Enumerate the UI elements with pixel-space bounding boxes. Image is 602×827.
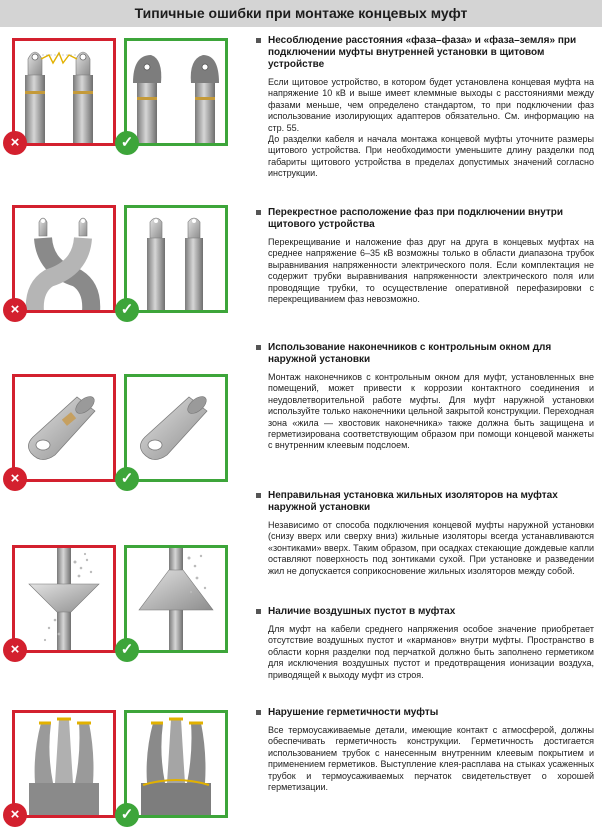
insulator-correct-illustration [127, 548, 225, 650]
correct-example-frame [120, 545, 228, 658]
page-title: Типичные ошибки при монтаже концевых муфт [134, 5, 468, 21]
wrong-example-frame [10, 205, 116, 318]
section-title: Несоблюдение расстояния «фаза–фаза» и «фаза–земля» при подключении муфты внутренней установки в щитовом устройстве [256, 35, 594, 71]
section-text [256, 707, 594, 793]
solid-lug-correct-illustration [127, 377, 225, 479]
wrong-x-icon: × [3, 803, 27, 827]
paragraph: Если щитовое устройство, в котором будет установлена концевая муфта на напряжение 10 кВ и выше имеет клеммные выходы с расстояниями между фазами меньше, чем определено стандартом, то при подключении фаз использование изолирующих адаптеров обязательно. См. информацию на стр. 55. [268, 77, 594, 133]
section-body [256, 520, 594, 577]
section-title: Наличие воздушных пустот в муфтах [256, 606, 594, 618]
insulator-wrong-illustration [15, 548, 113, 650]
section-body [256, 372, 594, 452]
window-lug-wrong-illustration [15, 377, 113, 479]
correct-example-frame [120, 710, 228, 823]
section-title: Нарушение герметичности муфты [256, 707, 594, 719]
paragraph: Для муфт на кабели среднего напряжения особое значение приобретает отсутствие воздушных пустот и «карманов» внутри муфты. Пространство в области корня разделки под перчаткой должно быть заполнено герметиком для исключения воздушных пустот и предотвращения ионизации воздуха, приводящей к выходу муфт из строя. [268, 624, 594, 680]
sealing-wrong-illustration [15, 713, 113, 815]
correct-check-icon: ✓ [115, 467, 139, 491]
paragraph: Монтаж наконечников с контрольным окном для муфт, установленных вне помещений, может привести к коррозии контактного соединения и неудовлетворительной работе муфты. Для муфт наружной установки используйте только наконечники цельной закрытой конструкции. Переходная зона «жила — хвостовик наконечника» также должна быть защищена и герметизирована соответствующим образом при помощи концевой манжеты с внутренним клеевым подслоем. [268, 372, 594, 451]
correct-example-frame [120, 374, 228, 487]
correct-check-icon: ✓ [115, 803, 139, 827]
section-text [256, 606, 594, 681]
wrong-example-frame [10, 374, 116, 487]
section-body [256, 77, 594, 180]
crossed-phases-wrong-illustration [15, 208, 113, 310]
correct-check-icon: ✓ [115, 131, 139, 155]
wrong-example-frame [10, 545, 116, 658]
correct-check-icon: ✓ [115, 298, 139, 322]
section-title: Перекрестное расположение фаз при подключении внутри щитового устройства [256, 207, 594, 231]
paragraph: До разделки кабеля и начала монтажа концевой муфты уточните размеры щитового устройства. При необходимости уменьшите длину разделки под габариты щитового устройства в пределах допустимых значений согласно инструкции. [268, 134, 594, 179]
wrong-x-icon: × [3, 638, 27, 662]
wrong-x-icon: × [3, 467, 27, 491]
wrong-example-frame [10, 710, 116, 823]
correct-example-frame [120, 205, 228, 318]
paragraph: Все термоусаживаемые детали, имеющие контакт с атмосферой, должны обеспечивать герметичность конструкции. Герметичность достигается использованием трубок с нанесенным внутренним клеевым покрытием и применением герметиков. Выступление клея-расплава на стыках усаженных трубок и термоусаживаемых перчаток свидетельствует о хорошей герметизации. [268, 725, 594, 793]
sealing-correct-illustration [127, 713, 225, 815]
section-text [256, 35, 594, 180]
paragraph: Независимо от способа подключения концевой муфты наружной установки (снизу вверх или сверху вниз) жильные изоляторы всегда устанавливаются «зонтиками» вверх. Таким образом, при осадках стекающие дождевые капли оставляют поверхность под зонтиками сухой. При установке и разведении жил не допускается соприкосновение жильных изоляторов между собой. [268, 520, 594, 576]
page-banner [0, 0, 602, 27]
section-title: Неправильная установка жильных изоляторов на муфтах наружной установки [256, 490, 594, 514]
correct-example-frame [120, 38, 228, 151]
wrong-example-frame [10, 38, 116, 151]
section-text [256, 207, 594, 305]
section-text [256, 490, 594, 577]
wrong-x-icon: × [3, 131, 27, 155]
crossed-phases-correct-illustration [127, 208, 225, 310]
section-body [256, 725, 594, 793]
paragraph: Перекрещивание и наложение фаз друг на друга в концевых муфтах на среднее напряжение 6–35 кВ возможны только в области диапазона трубок выравнивания напряженности электрического поля. Если комплектация не содержит трубки выравнивания напряженности электрического поля или проводящие трубки, то осуществление оперативной перефазировки с перекрещиванием фаз невозможно. [268, 237, 594, 305]
section-body [256, 624, 594, 681]
section-title: Использование наконечников с контрольным окном для наружной установки [256, 342, 594, 366]
wrong-x-icon: × [3, 298, 27, 322]
phase-distance-correct-illustration [127, 41, 225, 143]
phase-distance-wrong-illustration [15, 41, 113, 143]
section-text [256, 342, 594, 452]
correct-check-icon: ✓ [115, 638, 139, 662]
section-body [256, 237, 594, 305]
